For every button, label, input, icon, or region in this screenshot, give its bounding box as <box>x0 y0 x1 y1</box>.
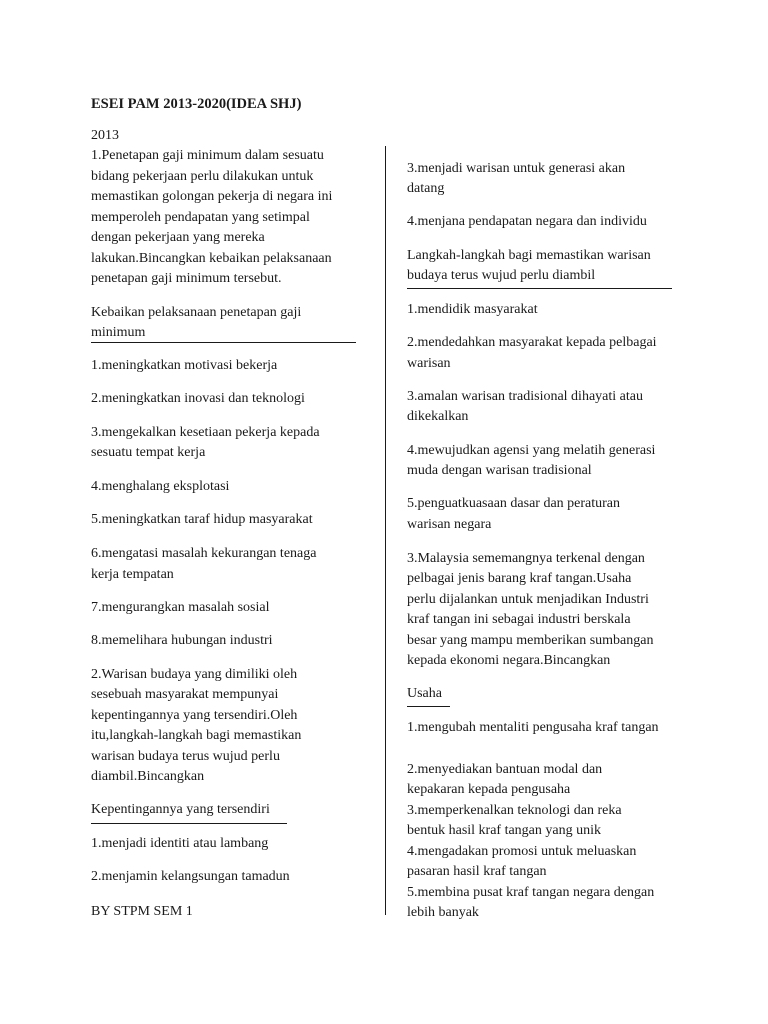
list-item-continued: datang <box>407 181 445 196</box>
list-item: 4.menghalang eksplotasi <box>91 479 230 494</box>
list-item: 2.menjamin kelangsungan tamadun <box>91 869 290 884</box>
list-item-continued: pasaran hasil kraf tangan <box>407 864 547 879</box>
list-item: 4.menjana pendapatan negara dan individu <box>407 214 647 229</box>
list-item: 1.mengubah mentaliti pengusaha kraf tangan <box>407 720 659 735</box>
heading-line: Kebaikan pelaksanaan penetapan gaji <box>91 305 302 320</box>
list-item: 4.mengadakan promosi untuk meluaskan <box>407 844 637 859</box>
list-item: 3.mengekalkan kesetiaan pekerja kepada <box>91 425 320 440</box>
list-item-continued: warisan <box>407 356 451 371</box>
question-line: sesebuah masyarakat mempunyai <box>91 687 279 702</box>
question-line: kepada ekonomi negara.Bincangkan <box>407 653 611 668</box>
list-item: 2.meningkatkan inovasi dan teknologi <box>91 391 305 406</box>
list-item: 3.memperkenalkan teknologi dan reka <box>407 803 622 818</box>
question-line: besar yang mampu memberikan sumbangan <box>407 633 654 648</box>
list-item: 2.menyediakan bantuan modal dan <box>407 762 603 777</box>
list-item: 1.mendidik masyarakat <box>407 302 538 317</box>
list-item: 1.meningkatkan motivasi bekerja <box>91 358 278 373</box>
list-item: 5.penguatkuasaan dasar dan peraturan <box>407 496 621 511</box>
list-item-continued: muda dengan warisan tradisional <box>407 463 592 478</box>
heading-underline <box>91 342 356 343</box>
question-line: memperoleh pendapatan yang setimpal <box>91 210 310 225</box>
question-line: penetapan gaji minimum tersebut. <box>91 271 282 286</box>
list-item: 3.amalan warisan tradisional dihayati atau <box>407 389 643 404</box>
list-item-continued: kerja tempatan <box>91 567 174 582</box>
list-item-continued: warisan negara <box>407 517 492 532</box>
list-item: 1.menjadi identiti atau lambang <box>91 836 269 851</box>
question-line: itu,langkah-langkah bagi memastikan <box>91 728 302 743</box>
footer-credit: BY STPM SEM 1 <box>91 904 193 919</box>
list-item: 3.menjadi warisan untuk generasi akan <box>407 161 626 176</box>
question-line: diambil.Bincangkan <box>91 769 205 784</box>
section-heading-kepentingan: Kepentingannya yang tersendiri <box>91 802 270 817</box>
question-line: bidang pekerjaan perlu dilakukan untuk <box>91 169 314 184</box>
list-item-continued: kepakaran kepada pengusaha <box>407 782 571 797</box>
list-item: 8.memelihara hubungan industri <box>91 633 273 648</box>
question-line: 3.Malaysia sememangnya terkenal dengan <box>407 551 645 566</box>
heading-underline <box>407 706 450 707</box>
heading-line: Langkah-langkah bagi memastikan warisan <box>407 248 651 263</box>
list-item: 2.mendedahkan masyarakat kepada pelbagai <box>407 335 657 350</box>
list-item-continued: bentuk hasil kraf tangan yang unik <box>407 823 602 838</box>
heading-line: minimum <box>91 325 146 340</box>
heading-underline <box>407 288 672 289</box>
list-item-continued: lebih banyak <box>407 905 479 920</box>
question-line: dengan pekerjaan yang mereka <box>91 230 265 245</box>
section-heading-usaha: Usaha <box>407 686 442 701</box>
question-line: pelbagai jenis barang kraf tangan.Usaha <box>407 571 632 586</box>
heading-underline <box>91 823 287 824</box>
list-item-continued: dikekalkan <box>407 409 469 424</box>
question-line: lakukan.Bincangkan kebaikan pelaksanaan <box>91 251 332 266</box>
list-item: 5.membina pusat kraf tangan negara dengan <box>407 885 655 900</box>
question-line: 2.Warisan budaya yang dimiliki oleh <box>91 667 298 682</box>
question-line: 1.Penetapan gaji minimum dalam sesuatu <box>91 148 324 163</box>
list-item: 6.mengatasi masalah kekurangan tenaga <box>91 546 317 561</box>
heading-line: budaya terus wujud perlu diambil <box>407 268 596 283</box>
list-item: 7.mengurangkan masalah sosial <box>91 600 270 615</box>
question-line: kraf tangan ini sebagai industri berskala <box>407 612 631 627</box>
question-line: perlu dijalankan untuk menjadikan Industri <box>407 592 649 607</box>
question-line: warisan budaya terus wujud perlu <box>91 749 280 764</box>
column-divider <box>385 146 386 915</box>
year-label: 2013 <box>91 128 119 143</box>
question-line: kepentingannya yang tersendiri.Oleh <box>91 708 298 723</box>
list-item: 4.mewujudkan agensi yang melatih generasi <box>407 443 656 458</box>
list-item-continued: sesuatu tempat kerja <box>91 445 206 460</box>
list-item: 5.meningkatkan taraf hidup masyarakat <box>91 512 313 527</box>
question-line: memastikan golongan pekerja di negara ini <box>91 189 333 204</box>
page-title: ESEI PAM 2013-2020(IDEA SHJ) <box>91 96 302 112</box>
